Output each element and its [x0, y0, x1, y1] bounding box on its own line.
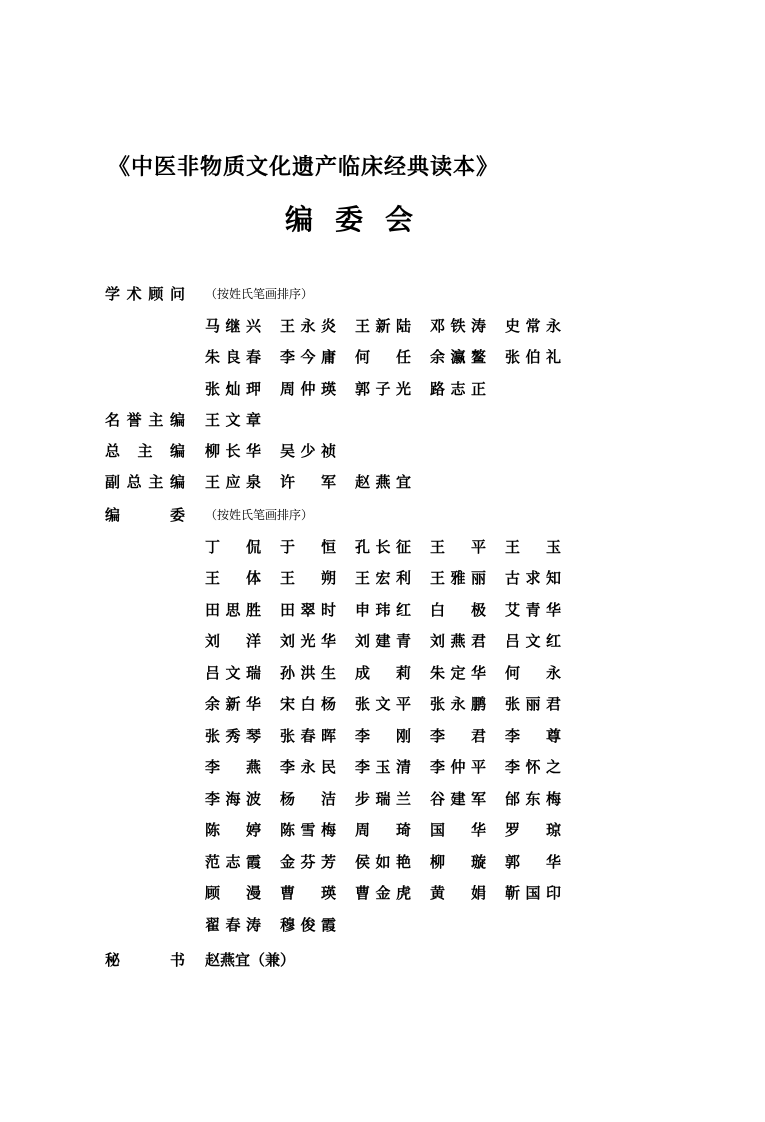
- member-name: 国华: [430, 821, 486, 840]
- member-name: 张永鹏: [430, 695, 486, 714]
- member-name: 赵燕宜（兼）: [205, 951, 296, 970]
- section-header-row: [105, 278, 625, 310]
- member-name: 马继兴: [205, 316, 261, 335]
- names-row: [105, 814, 625, 846]
- member-name: 白极: [430, 600, 486, 619]
- member-name: 李怀之: [505, 758, 561, 777]
- member-name: 张文平: [355, 695, 411, 714]
- member-name: 田思胜: [205, 600, 261, 619]
- role-label: 编委: [105, 506, 185, 525]
- role-label: 总主编: [105, 442, 185, 461]
- member-name: 金芬芳: [280, 852, 336, 871]
- member-name: 穆俊霞: [280, 915, 336, 934]
- member-name: 李刚: [355, 726, 411, 745]
- member-name: 孔长征: [355, 537, 411, 556]
- section-header-row: [105, 499, 625, 531]
- member-name: 邓铁涛: [430, 316, 486, 335]
- member-name: 刘光华: [280, 632, 336, 651]
- member-name: 周仲瑛: [280, 379, 336, 398]
- member-name: 王永炎: [280, 316, 336, 335]
- names-row: [105, 751, 625, 783]
- member-name: 周琦: [355, 821, 411, 840]
- member-name: 王玉: [505, 537, 561, 556]
- member-name: 许军: [280, 473, 336, 492]
- member-name: 曹金虎: [355, 884, 411, 903]
- member-name: 李玉清: [355, 758, 411, 777]
- member-name: 李君: [430, 726, 486, 745]
- member-name: 宋白杨: [280, 695, 336, 714]
- member-name: 李尊: [505, 726, 561, 745]
- role-label: 名誉主编: [105, 411, 185, 430]
- member-name: 王平: [430, 537, 486, 556]
- member-name: 步瑞兰: [355, 789, 411, 808]
- member-name: 丁侃: [205, 537, 261, 556]
- names-row: [105, 373, 625, 405]
- names-row: [105, 657, 625, 689]
- member-name: 王应泉: [205, 473, 261, 492]
- member-name: 余瀛鳌: [430, 348, 486, 367]
- member-name: 何任: [355, 348, 411, 367]
- member-name: 翟春涛: [205, 915, 261, 934]
- names-row: [105, 310, 625, 342]
- names-row: [105, 435, 625, 467]
- member-name: 何永: [505, 663, 561, 682]
- member-name: 郭华: [505, 852, 561, 871]
- committee-heading: 编委会: [285, 203, 436, 236]
- committee-section: [105, 435, 625, 467]
- names-row: [105, 531, 625, 563]
- member-name: 赵燕宜: [355, 473, 411, 492]
- member-name: 王雅丽: [430, 569, 486, 588]
- member-name: 王朔: [280, 569, 336, 588]
- names-row: [105, 688, 625, 720]
- names-row: [105, 909, 625, 941]
- member-name: 柳长华: [205, 442, 261, 461]
- member-name: 田翠时: [280, 600, 336, 619]
- member-name: 孙洪生: [280, 663, 336, 682]
- member-name: 黄娟: [430, 884, 486, 903]
- member-name: 朱良春: [205, 348, 261, 367]
- member-name: 于恒: [280, 537, 336, 556]
- member-name: 朱定华: [430, 663, 486, 682]
- member-name: 古求知: [505, 569, 561, 588]
- committee-section: [105, 278, 625, 404]
- member-name: 吴少祯: [280, 442, 336, 461]
- member-name: 刘燕君: [430, 632, 486, 651]
- member-name: 罗琼: [505, 821, 561, 840]
- member-name: 李海波: [205, 789, 261, 808]
- member-name: 李燕: [205, 758, 261, 777]
- member-name: 靳国印: [505, 884, 561, 903]
- member-name: 余新华: [205, 695, 261, 714]
- names-row: [105, 783, 625, 815]
- member-name: 张春晖: [280, 726, 336, 745]
- committee-section: [105, 944, 625, 976]
- member-name: 路志正: [430, 379, 486, 398]
- names-row: [105, 594, 625, 626]
- member-name: 吕文瑞: [205, 663, 261, 682]
- member-name: 顾漫: [205, 884, 261, 903]
- ordering-note: （按姓氏笔画排序）: [205, 508, 314, 523]
- member-name: 李仲平: [430, 758, 486, 777]
- names-row: [105, 562, 625, 594]
- member-name: 王宏利: [355, 569, 411, 588]
- role-label: 秘书: [105, 951, 185, 970]
- names-row: [105, 720, 625, 752]
- names-row: [105, 341, 625, 373]
- member-name: 郭子光: [355, 379, 411, 398]
- member-name: 杨洁: [280, 789, 336, 808]
- member-name: 谷建军: [430, 789, 486, 808]
- member-name: 侯如艳: [355, 852, 411, 871]
- member-name: 王文章: [205, 411, 261, 430]
- member-name: 刘建青: [355, 632, 411, 651]
- member-name: 刘洋: [205, 632, 261, 651]
- member-name: 柳璇: [430, 852, 486, 871]
- ordering-note: （按姓氏笔画排序）: [205, 287, 314, 302]
- member-name: 邰东梅: [505, 789, 561, 808]
- names-row: [105, 944, 625, 976]
- names-row: [105, 466, 625, 498]
- book-series-title: 《中医非物质文化遗产临床经典读本》: [108, 154, 500, 180]
- member-name: 曹瑛: [280, 884, 336, 903]
- member-name: 史常永: [505, 316, 561, 335]
- member-name: 申玮红: [355, 600, 411, 619]
- committee-section: [105, 404, 625, 436]
- member-name: 成莉: [355, 663, 411, 682]
- committee-section: [105, 466, 625, 498]
- member-name: 吕文红: [505, 632, 561, 651]
- names-row: [105, 846, 625, 878]
- member-name: 李今庸: [280, 348, 336, 367]
- names-row: [105, 625, 625, 657]
- names-row: [105, 404, 625, 436]
- member-name: 陈婷: [205, 821, 261, 840]
- member-name: 范志霞: [205, 852, 261, 871]
- role-label: 学术顾问: [105, 285, 185, 304]
- member-name: 王体: [205, 569, 261, 588]
- member-name: 陈雪梅: [280, 821, 336, 840]
- member-name: 艾青华: [505, 600, 561, 619]
- member-name: 张伯礼: [505, 348, 561, 367]
- member-name: 张秀琴: [205, 726, 261, 745]
- member-name: 王新陆: [355, 316, 411, 335]
- member-name: 张灿玾: [205, 379, 261, 398]
- role-label: 副总主编: [105, 473, 185, 492]
- member-name: 张丽君: [505, 695, 561, 714]
- committee-section: [105, 499, 625, 940]
- member-name: 李永民: [280, 758, 336, 777]
- names-row: [105, 877, 625, 909]
